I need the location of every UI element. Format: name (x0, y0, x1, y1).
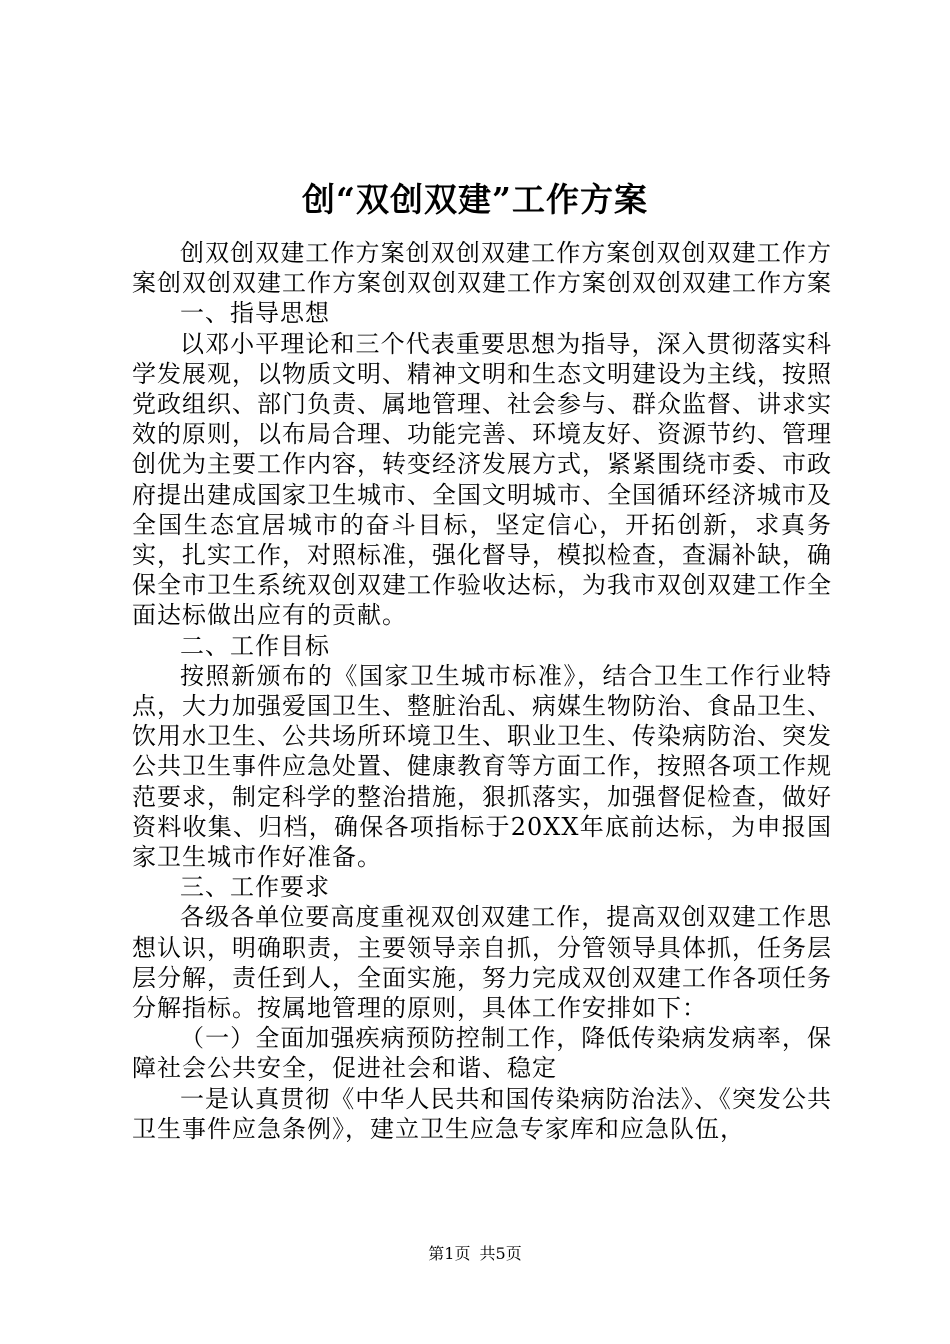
page-total: 共5页 (479, 1244, 522, 1263)
page-number: 第1页 (428, 1244, 471, 1263)
work-requirements-paragraph: 各级各单位要高度重视双创双建工作，提高双创双建工作思想认识，明确职责，主要领导亲自抓，分管领导具体抓，任务层层分解，责任到人，全面实施，努力完成双创双建工作各项任务分解指标。按属地管理的原则，具体工作安排如下： (132, 903, 832, 1023)
section-heading-work-goals: 二、工作目标 (180, 631, 330, 660)
disease-control-paragraph: 一是认真贯彻《中华人民共和国传染病防治法》、《突发公共卫生事件应急条例》，建立卫生应急专家库和应急队伍， (132, 1084, 832, 1143)
section-heading-guiding-thought: 一、指导思想 (180, 299, 330, 328)
section-heading-work-requirements: 三、工作要求 (180, 873, 330, 902)
intro-paragraph: 创双创双建工作方案创双创双建工作方案创双创双建工作方案创双创双建工作方案创双创双建工作方案创双创双建工作方案 (132, 239, 832, 298)
page-footer (0, 1244, 950, 1264)
work-goals-paragraph: 按照新颁布的《国家卫生城市标准》，结合卫生工作行业特点，大力加强爱国卫生、整脏治乱、病媒生物防治、食品卫生、饮用水卫生、公共场所环境卫生、职业卫生、传染病防治、突发公共卫生事件应急处置、健康教育等方面工作，按照各项工作规范要求，制定科学的整治措施，狠抓落实，加强督促检查，做好资料收集、归档，确保各项指标于20XX年底前达标，为申报国家卫生城市作好准备。 (132, 661, 832, 872)
document-title: 创“双创双建”工作方案 (302, 180, 648, 219)
guiding-thought-paragraph: 以邓小平理论和三个代表重要思想为指导，深入贯彻落实科学发展观，以物质文明、精神文明和生态文明建设为主线，按照党政组织、部门负责、属地管理、社会参与、群众监督、讲求实效的原则，以布局合理、功能完善、环境友好、资源节约、管理创优为主要工作内容，转变经济发展方式，紧紧围绕市委、市政府提出建成国家卫生城市、全国文明城市、全国循环经济城市及全国生态宜居城市的奋斗目标，坚定信心，开拓创新，求真务实，扎实工作，对照标准，强化督导，模拟检查，查漏补缺，确保全市卫生系统双创双建工作验收达标，为我市双创双建工作全面达标做出应有的贡献。 (132, 329, 832, 630)
document-body (132, 238, 832, 1144)
subsection-heading-disease-control: （一）全面加强疾病预防控制工作，降低传染病发病率，保障社会公共安全，促进社会和谐、稳定 (132, 1024, 832, 1083)
